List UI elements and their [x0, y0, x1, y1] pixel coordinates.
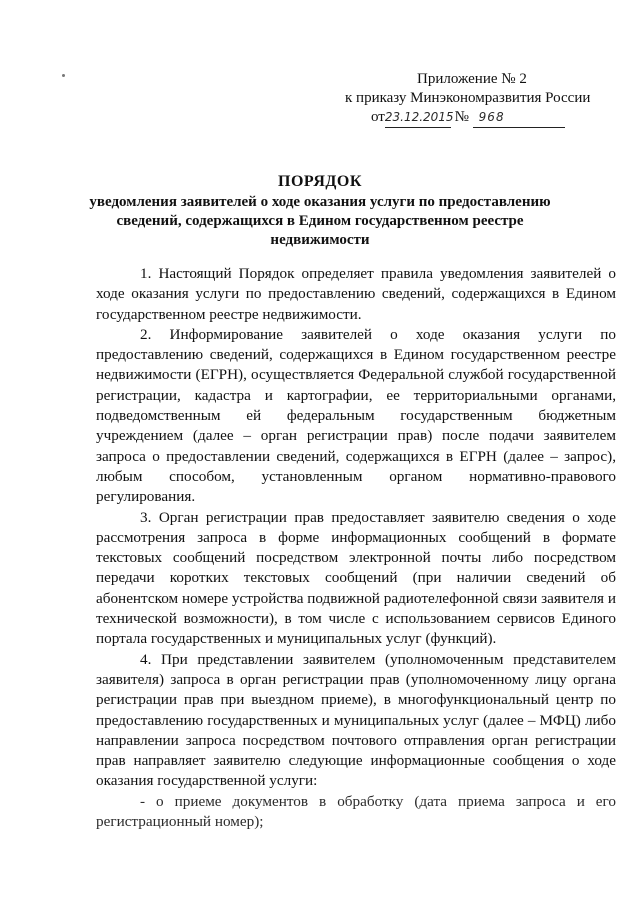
attachment-date-number	[345, 108, 615, 128]
paragraph-1: 1. Настоящий Порядок определяет правила уведомления заявителей о ходе оказания услуги по предоставлению сведений, содержащихся в Едином государственном реестре недвижимости.	[96, 265, 616, 323]
from-label: от	[371, 109, 385, 125]
paragraph-3: 3. Орган регистрации прав предоставляет заявителю сведения о ходе рассмотрения запроса в форме информационных сообщений в формате текстовых сообщений посредством электронной почты либо посредством передачи коротких текстовых сообщений (при наличии сведений об абонентском номере устройства подвижной радиотелефонной связи заявителя и технической возможности), в том числе с использованием сервисов Единого портала государственных и муниципальных услуг (функций).	[96, 508, 616, 648]
dash-item: - о приеме документов в обработку (дата приема запроса и его регистрационный номер);	[96, 792, 616, 831]
title-subtitle: уведомления заявителей о ходе оказания услуги по предоставлению сведений, содержащихся в Едином государственном реестре недвижимости	[89, 194, 551, 248]
attachment-order: к приказу Минэкономразвития России	[345, 90, 591, 106]
document-body	[96, 264, 616, 832]
title-main: ПОРЯДОК	[278, 173, 362, 190]
paragraph-2: 2. Информирование заявителей о ходе оказания услуги по предоставлению сведений, содержащихся в Едином государственном реестре недвижимости (ЕГРН), осуществляется Федеральной службой государственной регистрации, кадастра и картографии, ее территориальными органами, подведомственным ей федеральным государственным бюджетным учреждением (далее – орган регистрации прав) после подачи заявителем запроса о предоставлении сведений, содержащихся в ЕГРН (далее – запрос), любым способом, установленным органом нормативно-правового регулирования.	[96, 325, 616, 506]
handwritten-number: 968	[473, 108, 565, 128]
attachment-number: Приложение № 2	[417, 71, 527, 87]
attachment-header	[345, 70, 615, 128]
number-label: №	[454, 109, 469, 125]
scan-speck	[62, 74, 65, 77]
paragraph-4: 4. При представлении заявителем (уполномоченным представителем заявителя) запроса в орган регистрации прав (уполномоченному лицу органа регистрации прав при выездном приеме), в многофункциональный центр по предоставлению государственных и муниципальных услуг (далее – МФЦ) либо направлении запроса посредством почтового отправления орган регистрации прав направляет заявителю следующие информационные сообщения о ходе оказания государственной услуги:	[96, 650, 616, 790]
document-title	[80, 172, 560, 250]
handwritten-date: 23.12.2015	[385, 108, 451, 128]
